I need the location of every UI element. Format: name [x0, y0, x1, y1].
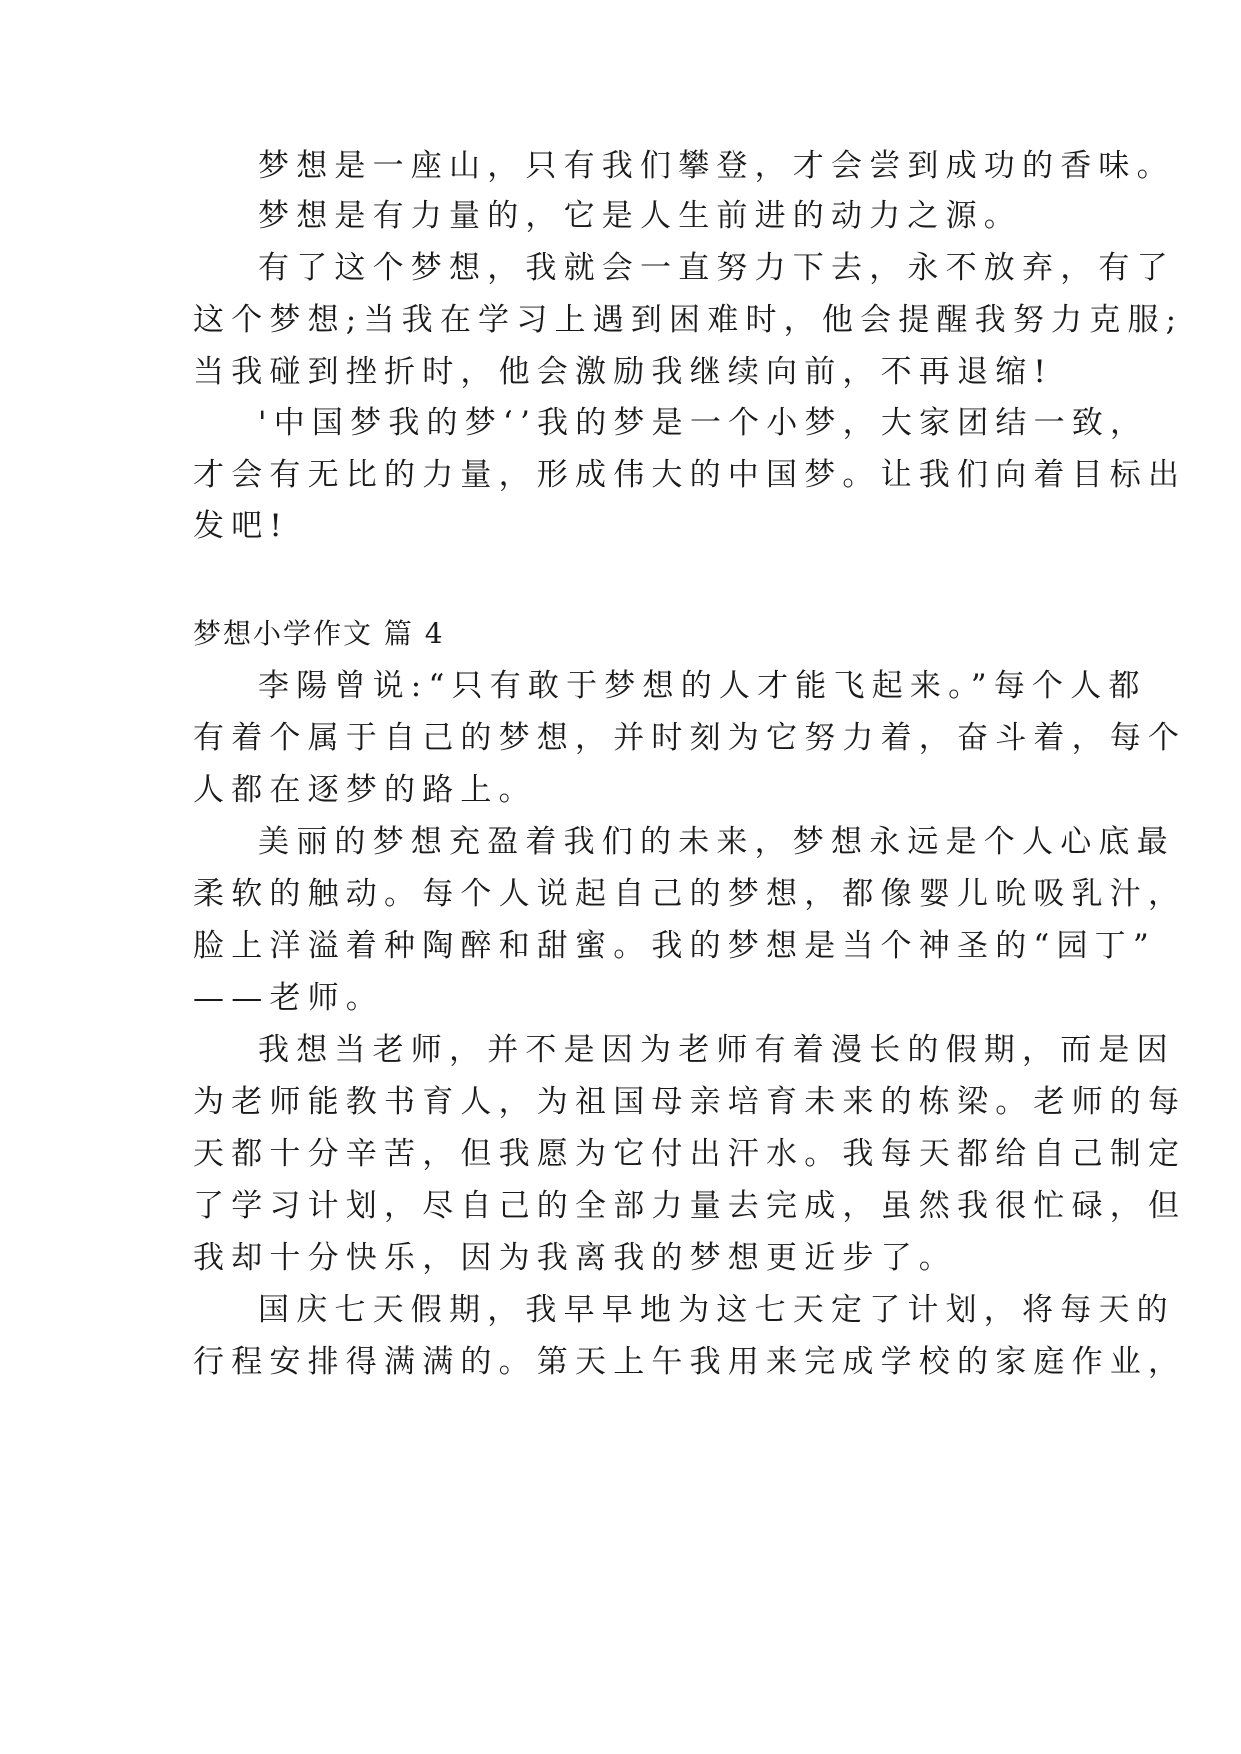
section-heading: 梦想小学作文 篇 4: [193, 617, 445, 650]
paragraph-line: 我想当老师，并不是因为老师有着漫长的假期，而是因: [258, 1032, 1175, 1068]
paragraph-line: 脸上洋溢着种陶醉和甜蜜。我的梦想是当个神圣的“园丁”: [193, 928, 1156, 964]
paragraph-line: 人都在逐梦的路上。: [193, 772, 537, 808]
paragraph-line: 国庆七天假期，我早早地为这七天定了计划，将每天的: [258, 1292, 1175, 1328]
paragraph-line: 梦想是一座山，只有我们攀登，才会尝到成功的香味。: [258, 148, 1175, 184]
paragraph-line: 李陽曾说:“只有敢于梦想的人才能飞起来。”每个人都: [258, 668, 1147, 704]
paragraph-line: 柔软的触动。每个人说起自己的梦想，都像婴儿吮吸乳汁，: [193, 876, 1187, 912]
paragraph-line: 为老师能教书育人，为祖国母亲培育未来的栋梁。老师的每: [193, 1084, 1187, 1120]
paragraph-line: 当我碰到挫折时，他会激励我继续向前，不再退缩!: [193, 354, 1054, 390]
paragraph-line: '中国梦我的梦‘’我的梦是一个小梦，大家团结一致，: [258, 405, 1149, 441]
paragraph-line: 天都十分辛苦，但我愿为它付出汗水。我每天都给自己制定: [193, 1136, 1187, 1172]
paragraph-line: 有着个属于自己的梦想，并时刻为它努力着，奋斗着，每个: [193, 720, 1187, 756]
paragraph-line: 我却十分快乐，因为我离我的梦想更近步了。: [193, 1240, 957, 1276]
paragraph-line: 这个梦想;当我在学习上遇到困难时，他会提醒我努力克服;: [193, 302, 1184, 338]
paragraph-line: 美丽的梦想充盈着我们的未来，梦想永远是个人心底最: [258, 824, 1175, 860]
paragraph-line: 梦想是有力量的，它是人生前进的动力之源。: [258, 198, 1022, 234]
paragraph-line: 有了这个梦想，我就会一直努力下去，永不放弃，有了: [258, 250, 1175, 286]
paragraph-line: 了学习计划，尽自己的全部力量去完成，虽然我很忙碌，但: [193, 1188, 1187, 1224]
paragraph-line: 发吧!: [193, 508, 290, 544]
paragraph-line: ——老师。: [193, 980, 384, 1016]
paragraph-line: 行程安排得满满的。第天上午我用来完成学校的家庭作业，: [193, 1344, 1187, 1380]
paragraph-line: 才会有无比的力量，形成伟大的中国梦。让我们向着目标出: [193, 457, 1187, 493]
